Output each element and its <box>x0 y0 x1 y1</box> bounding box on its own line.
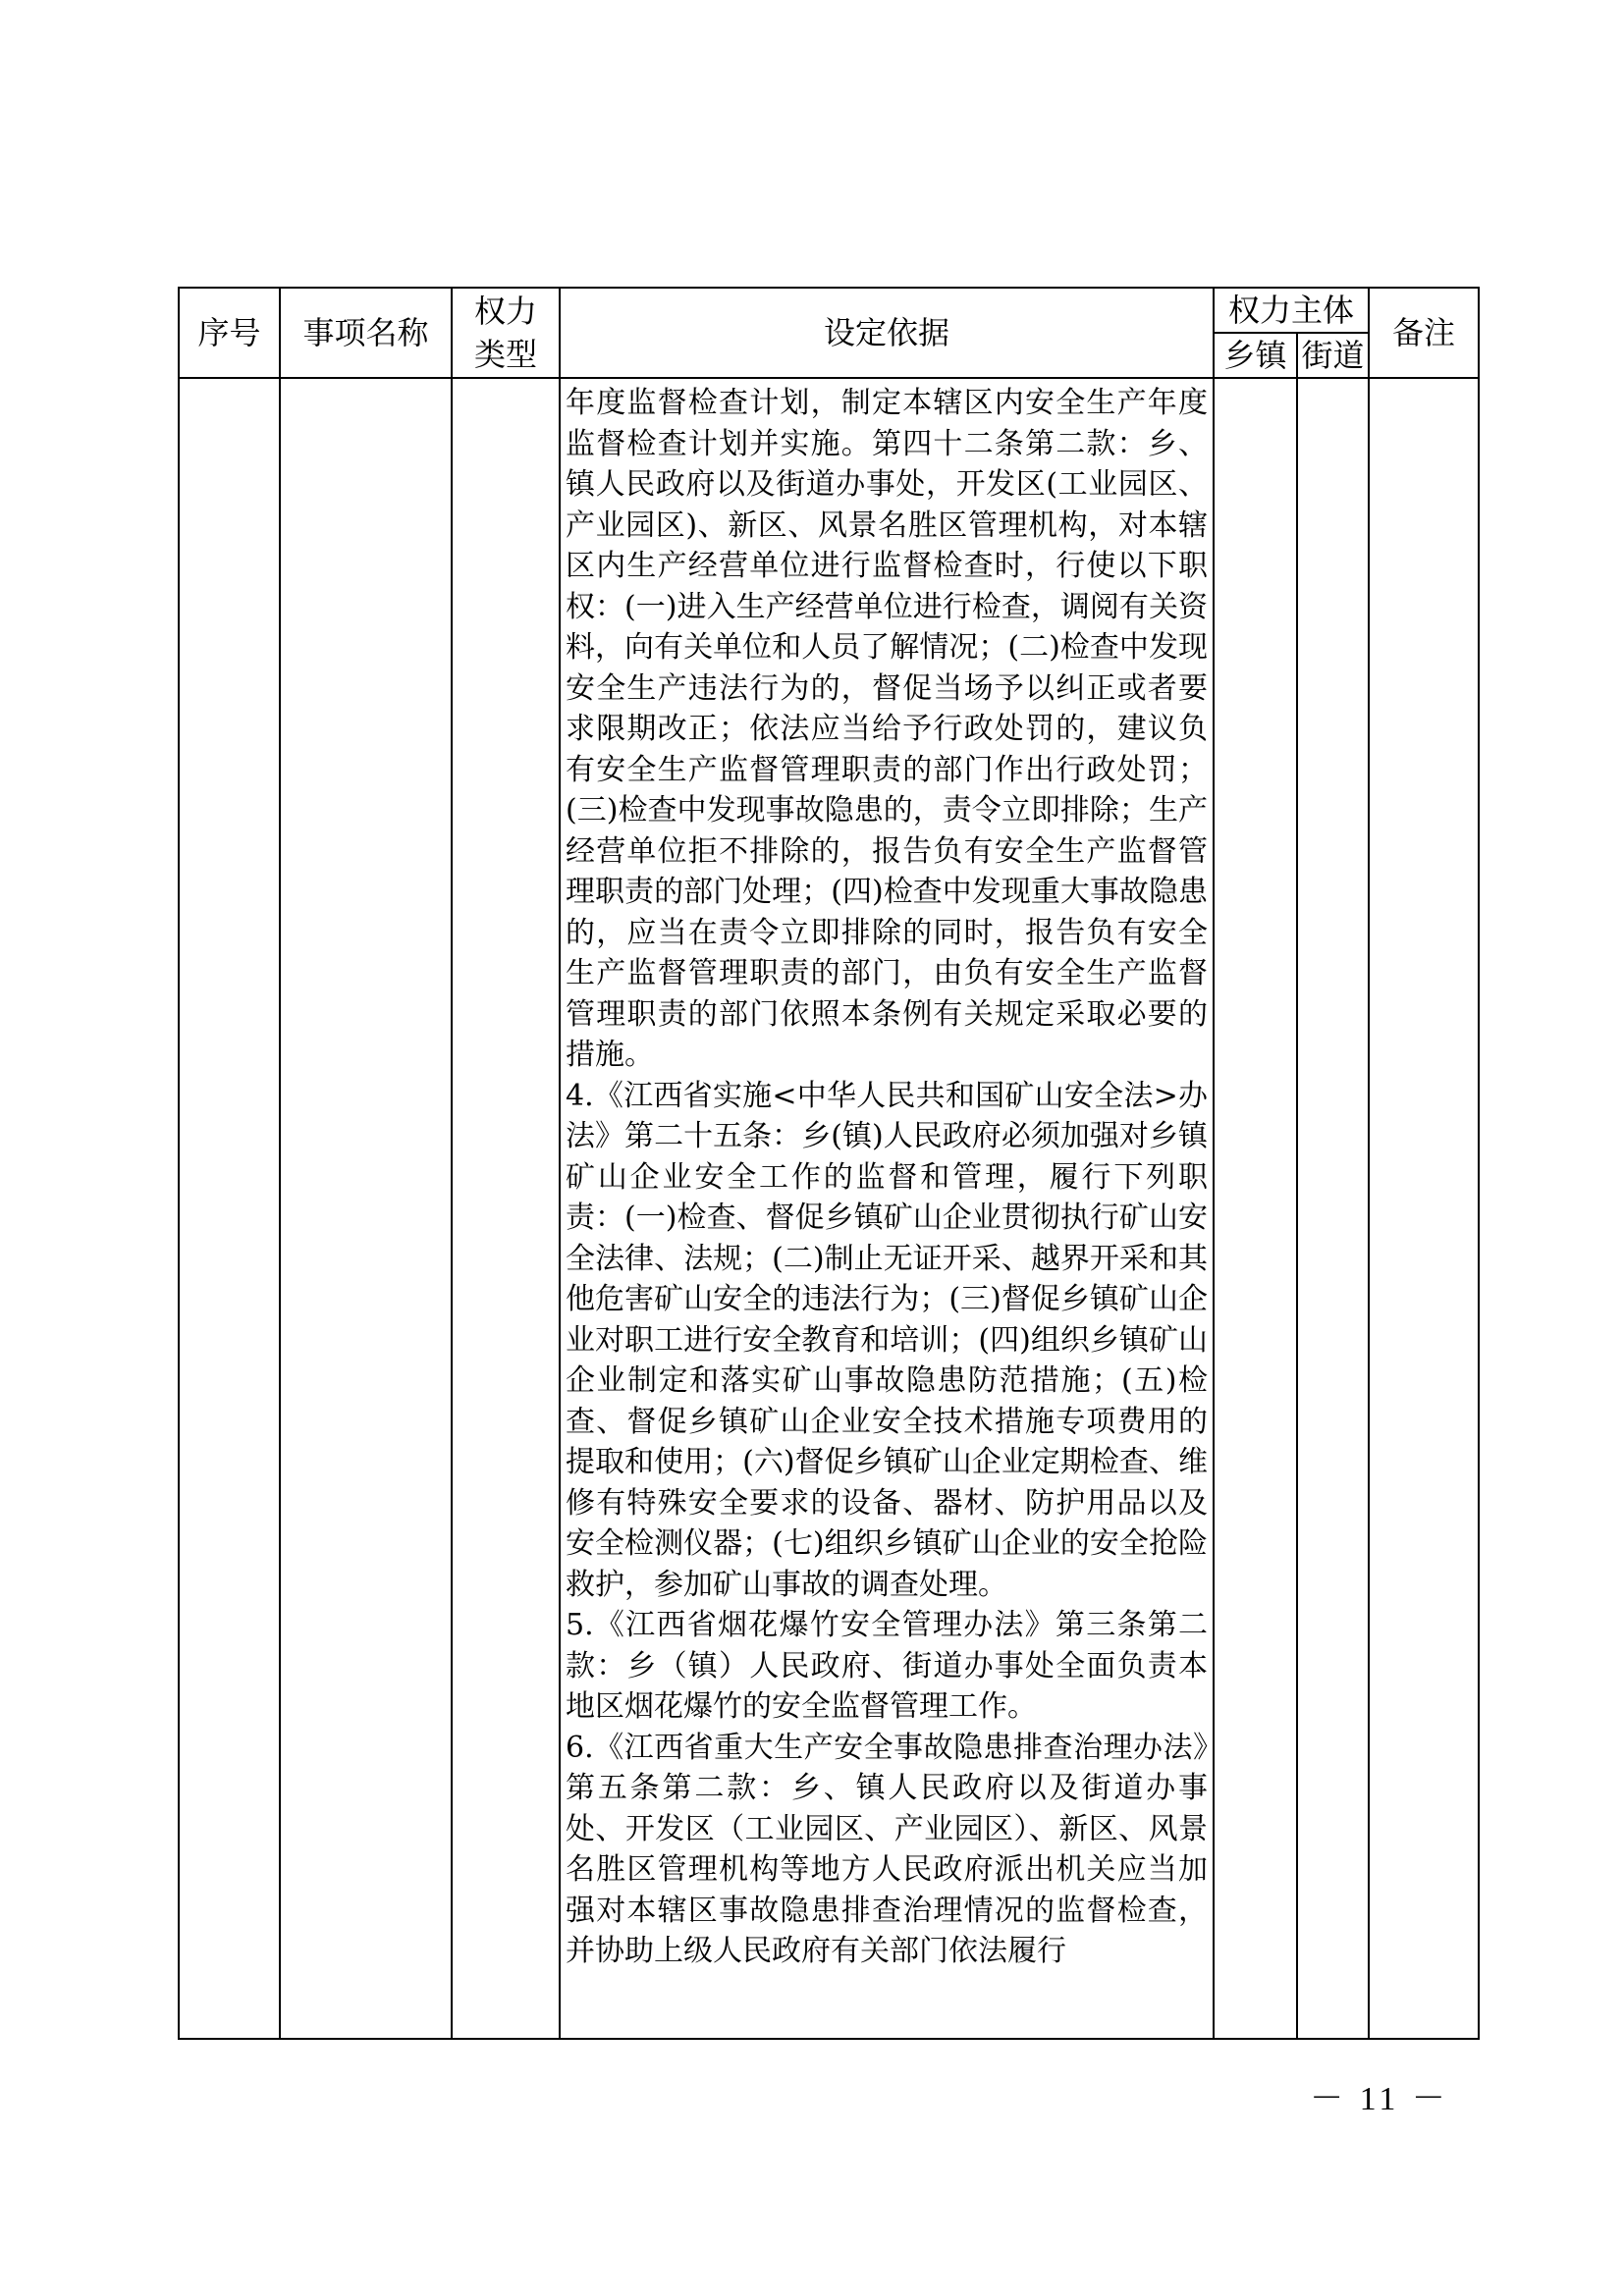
table-row <box>179 378 1479 2039</box>
basis-paragraph: 4.《江西省实施<中华人民共和国矿山安全法>办法》第二十五条：乡(镇)人民政府必须加强对乡镇矿山企业安全工作的监督和管理，履行下列职责：(一)检查、督促乡镇矿山企业贯彻执行矿山安全法律、法规；(二)制止无证开采、越界开采和其他危害矿山安全的违法行为；(三)督促乡镇矿山企业对职工进行安全教育和培训；(四)组织乡镇矿山企业制定和落实矿山事故隐患防范措施；(五)检查、督促乡镇矿山企业安全技术措施专项费用的提取和使用；(六)督促乡镇矿山企业定期检查、维修有特殊安全要求的设备、器材、防护用品以及安全检测仪器；(七)组织乡镇矿山企业的安全抢险救护，参加矿山事故的调查处理。 <box>566 1078 1208 1602</box>
header-subject: 权力主体 <box>1214 288 1369 333</box>
basis-paragraph: 6.《江西省重大生产安全事故隐患排查治理办法》第五条第二款：乡、镇人民政府以及街道办事处、开发区（工业园区、产业园区）、新区、风景名胜区管理机构等地方人民政府派出机关应当加强对本辖区事故隐患排查治理情况的监督检查，并协助上级人民政府有关部门依法履行 <box>566 1730 1208 1968</box>
basis-paragraph: 年度监督检查计划，制定本辖区内安全生产年度监督检查计划并实施。第四十二条第二款：乡、镇人民政府以及街道办事处，开发区(工业园区、产业园区)、新区、风景名胜区管理机构，对本辖区内生产经营单位进行监督检查时，行使以下职权：(一)进入生产经营单位进行检查，调阅有关资料，向有关单位和人员了解情况；(二)检查中发现安全生产违法行为的，督促当场予以纠正或者要求限期改正；依法应当给予行政处罚的，建议负有安全生产监督管理职责的部门作出行政处罚；(三)检查中发现事故隐患的，责令立即排除；生产经营单位拒不排除的，报告负有安全生产监督管理职责的部门处理；(四)检查中发现重大事故隐患的，应当在责令立即排除的同时，报告负有安全生产监督管理职责的部门，由负有安全生产监督管理职责的部门依照本条例有关规定采取必要的措施。 <box>566 386 1208 1072</box>
header-subject-street: 街道 <box>1297 333 1369 378</box>
cell-township <box>1214 378 1297 2039</box>
header-subject-township: 乡镇 <box>1214 333 1297 378</box>
page-number: － 11 － <box>1310 2081 1449 2117</box>
header-item-name: 事项名称 <box>280 288 452 378</box>
cell-item-name <box>280 378 452 2039</box>
header-remarks: 备注 <box>1369 288 1479 378</box>
cell-remarks <box>1369 378 1479 2039</box>
header-seq: 序号 <box>179 288 280 378</box>
cell-power-type <box>452 378 560 2039</box>
header-power-type-line2: 类型 <box>473 336 537 373</box>
cell-seq <box>179 378 280 2039</box>
power-list-table <box>178 287 1480 2040</box>
header-basis: 设定依据 <box>560 288 1214 378</box>
cell-basis <box>560 378 1214 2039</box>
header-power-type-line1: 权力 <box>473 293 537 330</box>
header-power-type <box>452 288 560 378</box>
basis-paragraph: 5.《江西省烟花爆竹安全管理办法》第三条第二款：乡（镇）人民政府、街道办事处全面负责本地区烟花爆竹的安全监督管理工作。 <box>566 1608 1208 1724</box>
cell-street <box>1297 378 1369 2039</box>
